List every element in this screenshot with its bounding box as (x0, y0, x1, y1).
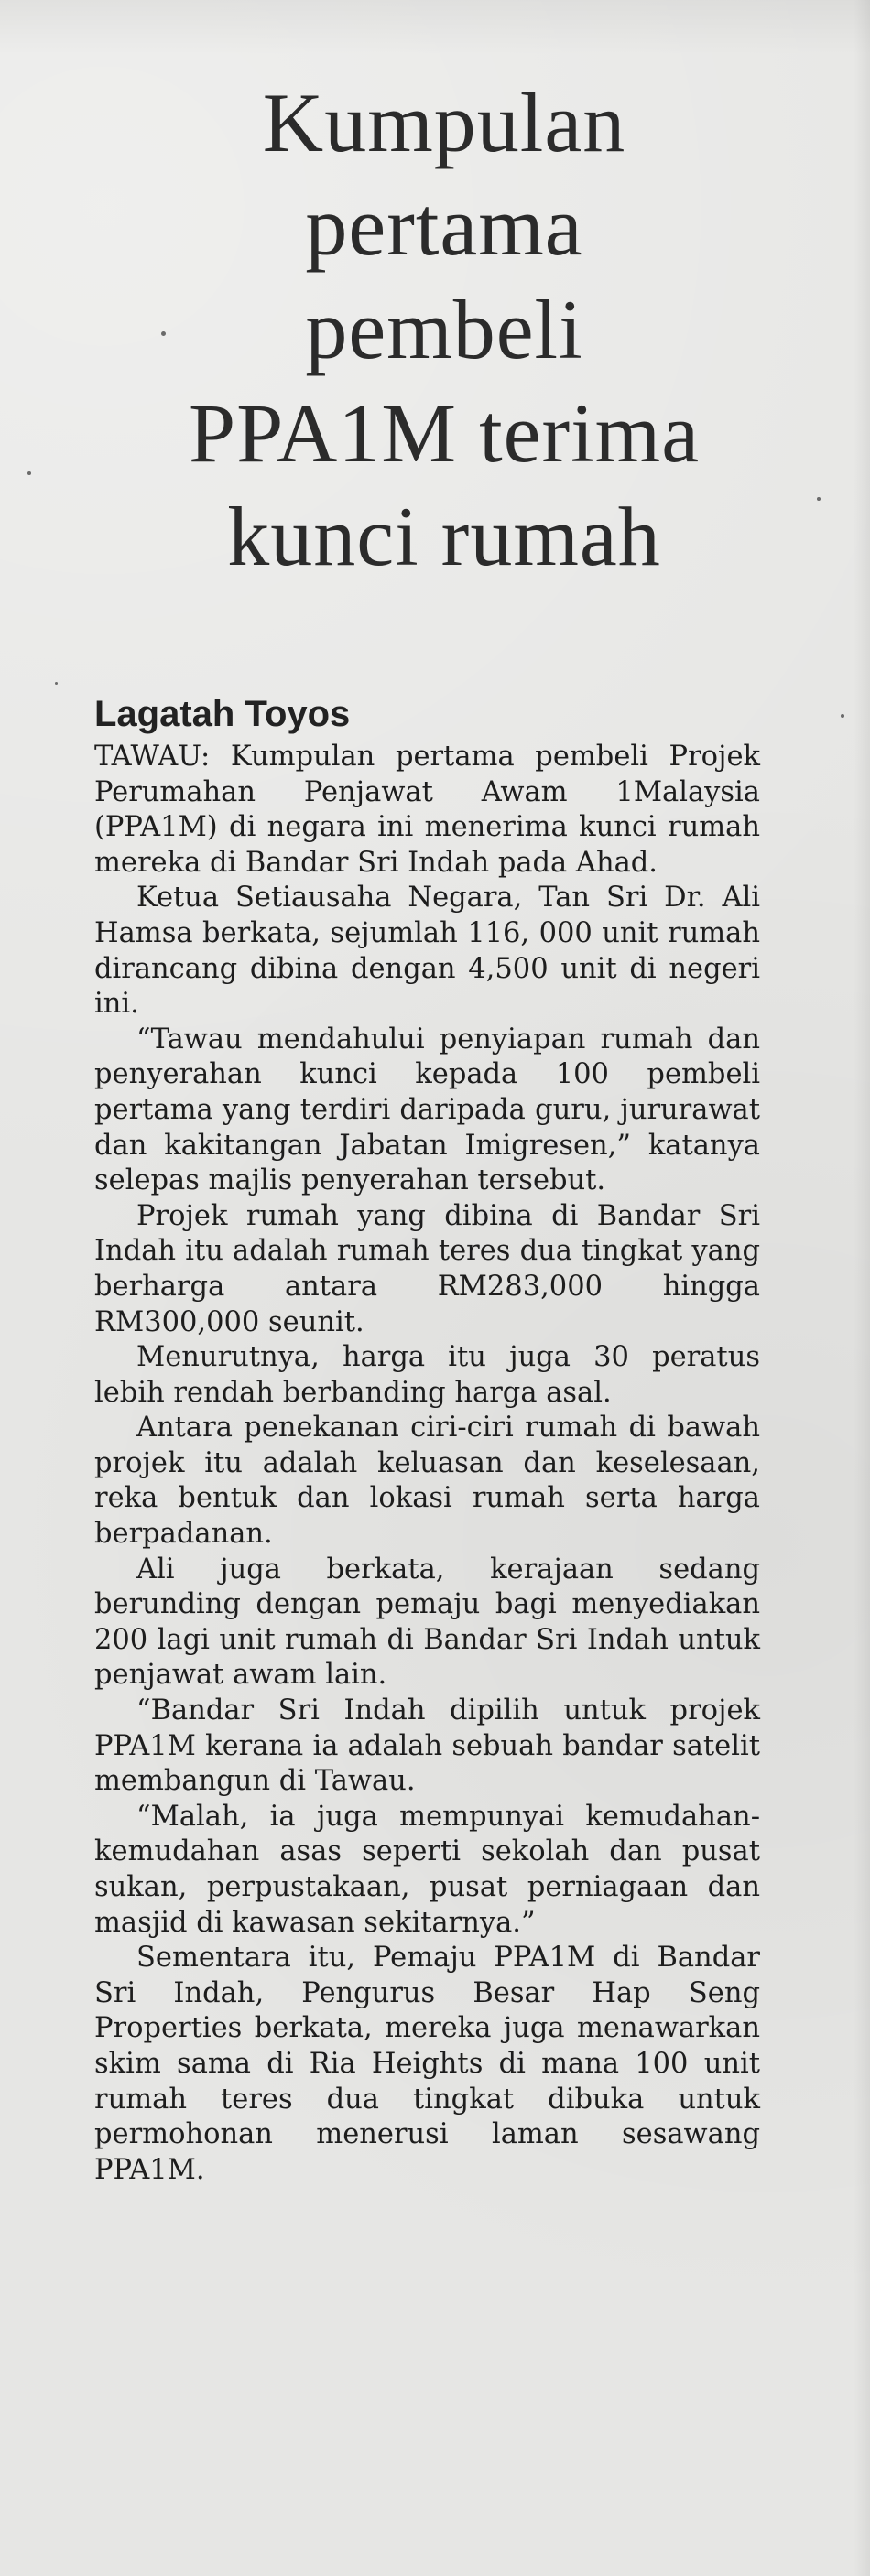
print-speck (841, 714, 844, 718)
article-paragraph: “Bandar Sri Indah dipilih untuk projek PPA1M kerana ia adalah sebuah bandar satelit membangun di Tawau. (94, 1694, 760, 1798)
headline-line: Kumpulan (262, 76, 626, 169)
article-paragraph: Antara penekanan ciri-ciri rumah di bawah projek itu adalah keluasan dan keselesaan, reka bentuk dan lokasi rumah serta harga berpadanan. (94, 1412, 760, 1551)
headline-line: kunci rumah (227, 490, 661, 583)
article-paragraph: Sementara itu, Pemaju PPA1M di Bandar Sri Indah, Pengurus Besar Hap Seng Properties berkata, mereka juga menawarkan skim sama di Ria Heights di mana 100 unit rumah teres dua tingkat dibuka untuk permohonan menerusi laman sesawang PPA1M. (94, 1942, 760, 2186)
article-paragraph: “Tawau mendahului penyiapan rumah dan penyerahan kunci kepada 100 pembeli pertama yang terdiri daripada guru, jururawat dan kakitangan Jabatan Imigresen,” katanya selepas majlis penyerahan tersebut. (94, 1023, 760, 1197)
article-paragraph: Projek rumah yang dibina di Bandar Sri Indah itu adalah rumah teres dua tingkat yang berharga antara RM283,000 hingga RM300,000 seunit. (94, 1199, 760, 1338)
article-paragraph: Ketua Setiausaha Negara, Tan Sri Dr. Ali Hamsa berkata, sejumlah 116, 000 unit rumah dirancang dibina dengan 4,500 unit di negeri ini. (94, 882, 760, 1021)
article-body (94, 740, 760, 2188)
article-paragraph: TAWAU: Kumpulan pertama pembeli Projek Perumahan Penjawat Awam 1Malaysia (PPA1M) di negara ini menerima kunci rumah mereka di Bandar Sri Indah pada Ahad. (94, 741, 760, 879)
print-speck (55, 682, 58, 685)
article-paragraph: Menurutnya, harga itu juga 30 peratus lebih rendah berbanding harga asal. (94, 1341, 760, 1409)
article-paragraph: “Malah, ia juga mempunyai kemudahan-kemudahan asas seperti sekolah dan pusat sukan, perpustakaan, pusat perniagaan dan masjid di kawasan sekitarnya.” (94, 1800, 760, 1939)
right-edge-shadow (854, 0, 870, 2576)
headline-line: pertama (305, 179, 583, 273)
byline: Lagatah Toyos (94, 694, 351, 734)
print-speck (27, 471, 31, 475)
article-paragraph: Ali juga berkata, kerajaan sedang berunding dengan pemaju bagi menyediakan 200 lagi unit rumah di Bandar Sri Indah untuk penjawat awam lain. (94, 1553, 760, 1692)
headline-line: pembeli (305, 283, 583, 376)
headline (55, 71, 833, 589)
top-shadow (0, 0, 870, 55)
headline-line: PPA1M terima (188, 386, 701, 480)
